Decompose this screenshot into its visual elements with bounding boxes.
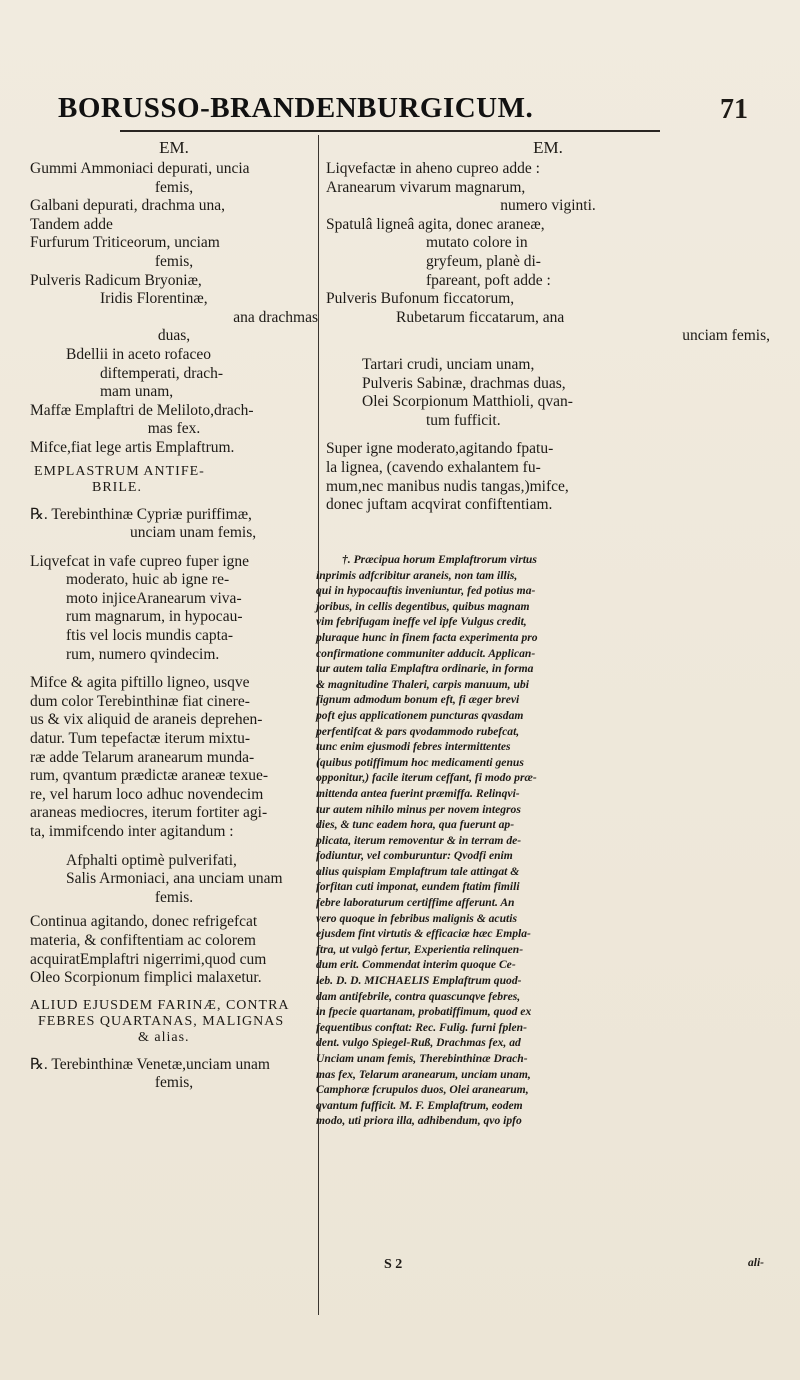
text-line: Tartari crudi, unciam unam, — [362, 355, 535, 373]
text-line: Tandem adde — [30, 215, 113, 233]
text-line: Bdellii in aceto rofaceo — [66, 345, 212, 363]
text-line: Pulveris Bufonum ficcatorum, — [326, 290, 515, 308]
text-line: rum, numero qvindecim. — [66, 645, 220, 663]
footnote-line: in fpecie quartanam, probatiffimum, quod ex — [316, 1005, 532, 1019]
text-line: unciam femis, — [682, 327, 770, 345]
text-line: Pulveris Radicum Bryoniæ, — [30, 271, 202, 289]
footnote-line: mittenda antea fuerint præmiffa. Relinqvi- — [316, 786, 520, 800]
text-line: mutato colore in — [426, 234, 528, 252]
footnote-line: qui in hypocauftis inveniuntur, fed potius ma- — [316, 584, 536, 598]
text-line: Continua agitando, donec refrigefcat — [30, 913, 258, 931]
text-line: us & vix aliquid de araneis deprehen- — [30, 711, 263, 729]
footnote-line: dies, & tunc eadem hora, qua fuerunt ap- — [316, 818, 515, 832]
text-line: numero viginti. — [500, 197, 596, 215]
footnote-line: qvantum fufficit. M. F. Emplaftrum, eodem — [316, 1098, 523, 1112]
text-line: fpareant, poft adde : — [426, 271, 551, 289]
text-line: Mifce,fiat lege artis Emplaftrum. — [30, 438, 235, 456]
footnote-line: & magnitudine Thaleri, carpis manuum, ubi — [316, 677, 529, 691]
signature-mark: S 2 — [384, 1257, 403, 1272]
right-column — [326, 138, 770, 515]
text-line: unciam unam femis, — [130, 524, 257, 542]
left-column — [30, 138, 318, 1093]
text-line: donec juftam acqvirat confiftentiam. — [326, 496, 553, 514]
text-line: materia, & confiftentiam ac colorem — [30, 931, 256, 949]
left-heading: EM. — [159, 138, 189, 157]
footnote-line: mas fex, Telarum aranearum, unciam unam, — [316, 1067, 531, 1081]
footnote-line: modo, uti priora illa, adhibendum, qvo ipfo — [316, 1114, 522, 1128]
footnote-line: febre laboraturum certiffime afferunt. An — [316, 896, 515, 910]
text-line: rum magnarum, in hypocau- — [66, 608, 243, 626]
footnote-lines — [316, 552, 772, 1129]
footnote-line: perfentifcat & pars qvodammodo rubefcat, — [316, 724, 520, 738]
text-line: femis. — [154, 888, 194, 906]
right-heading: EM. — [533, 138, 563, 157]
text-line: Super igne moderato,agitando fpatu- — [326, 440, 554, 458]
page-number: 71 — [720, 94, 748, 125]
left-block-c — [30, 553, 318, 665]
footnote-line: poft ejus applicationem puncturas qvasdam — [316, 708, 524, 722]
text-line: Afphalti optimè pulverifati, — [66, 851, 237, 869]
text-line: mum,nec manibus nudis tangas,)mifce, — [326, 477, 569, 495]
text-line: araneas mediocres, iterum fortiter agi- — [30, 804, 268, 822]
left-block-a — [30, 160, 318, 458]
text-line: rum, qvantum prædictæ araneæ texue- — [30, 767, 269, 785]
right-block-b — [326, 356, 770, 430]
footnote-line: alius quispiam Emplaftrum tale attingat & — [316, 864, 520, 878]
footnote-line: Camphoræ fcrupulos duos, Olei aranearum, — [316, 1083, 529, 1097]
text-line: Rubetarum ficcatarum, ana — [396, 308, 565, 326]
footnote-line: vim febrifugam ineffe vel ipfe Vulgus credit, — [316, 615, 527, 629]
text-line: re, vel harum loco adhuc novendecim — [30, 785, 264, 803]
footnote-line: Unciam unam femis, Therebinthinæ Drach- — [316, 1052, 528, 1065]
text-line: la lignea, (cavendo exhalantem fu- — [326, 458, 541, 476]
text-line: ræ adde Telarum aranearum munda- — [30, 748, 255, 766]
text-line: Aranearum vivarum magnarum, — [326, 178, 526, 196]
text-line: ftis vel locis mundis capta- — [66, 627, 234, 645]
text-line: gryfeum, planè di- — [426, 252, 541, 270]
text-line: Oleo Scorpionum fimplici malaxetur. — [30, 969, 262, 987]
left-block-b — [30, 506, 318, 543]
text-line: Iridis Florentinæ, — [100, 290, 208, 308]
left-block-g — [30, 1056, 318, 1093]
footnote-line: ftra, ut vulgò fertur, Experientia relinquen- — [316, 942, 524, 956]
text-line: ℞. Terebinthinæ Venetæ,unciam unam — [30, 1055, 270, 1073]
footnote — [316, 552, 772, 1129]
text-line: mam unam, — [100, 383, 174, 401]
text-line: Liqvefactæ in aheno cupreo adde : — [326, 160, 540, 177]
text-line: diftemperati, drach- — [100, 364, 224, 382]
text-line: duas, — [157, 327, 191, 345]
footnote-line: ejusdem fint virtutis & efficaciæ hæc Empla- — [316, 927, 531, 941]
footnote-line: dam antifebrile, contra quascunqve febres, — [316, 989, 521, 1003]
footnote-line: fequentibus conftat: Rec. Fulig. furni fplen- — [316, 1020, 527, 1034]
text-line: ta, immifcendo inter agitandum : — [30, 823, 234, 840]
footnote-line: plicata, iterum removentur & in terram de- — [316, 833, 522, 847]
footnote-line: confirmatione communiter adducit. Applican- — [316, 646, 536, 660]
text-line: Gummi Ammoniaci depurati, uncia — [30, 160, 250, 177]
footnote-line: fignum admodum bonum eft, fi æger brevi — [316, 693, 520, 707]
footnote-line: opponitur,) facile iterum ceffant, fi modo præ- — [316, 771, 537, 785]
footnote-line: forfitan cuti imponat, eundem ftatim fimili — [316, 880, 520, 894]
right-block-c — [326, 440, 770, 514]
footnote-line: fodiuntur, vel comburuntur: Qvodfi enim — [316, 849, 513, 863]
section-title-emplastrum: EMPLASTRUM ANTIFE- BRILE. — [34, 463, 205, 495]
left-block-e — [30, 852, 318, 908]
section-title-aliud: ALIUD EJUSDEM FARINÆ, CONTRA FEBRES QUARTANAS, MALIGNAS & alias. — [30, 997, 290, 1045]
footnote-line: (quibus potiffimum hoc medicamenti genus — [316, 755, 524, 769]
footnote-line: leb. D. D. MICHAELIS Emplaftrum quod- — [316, 974, 522, 988]
text-line: ℞. Terebinthinæ Cypriæ puriffimæ, — [30, 505, 252, 523]
text-line: femis, — [154, 252, 194, 270]
text-line: Galbani depurati, drachma una, — [30, 197, 225, 215]
left-block-f — [30, 913, 318, 987]
left-block-d — [30, 674, 318, 841]
footnote-line: inprimis adfcribitur araneis, non tam illis, — [316, 568, 518, 582]
footnote-line: tur autem talia Emplaftra ordinarie, in forma — [316, 662, 534, 676]
text-line: Furfurum Triticeorum, unciam — [30, 234, 220, 252]
right-block-a — [326, 160, 770, 346]
text-line: acquiratEmplaftri nigerrimi,quod cum — [30, 950, 267, 968]
text-line: datur. Tum tepefactæ iterum mixtu- — [30, 730, 250, 748]
footnote-line: dent. vulgo Spiegel-Ruß, Drachmas fex, ad — [316, 1036, 521, 1050]
running-title: BORUSSO-BRANDENBURGICUM. — [58, 92, 534, 124]
header-rule — [120, 130, 660, 132]
text-line: ana drachmas — [233, 308, 318, 326]
footnote-line: joribus, in cellis degentibus, quibus magnam — [316, 599, 530, 613]
footnote-line: tur autem nihilo minus per novem integros — [316, 802, 521, 816]
text-line: Pulveris Sabinæ, drachmas duas, — [362, 374, 566, 392]
text-line: femis, — [154, 178, 194, 196]
text-line: moto injiceAranearum viva- — [66, 589, 242, 607]
text-line: Mifce & agita piftillo ligneo, usqve — [30, 674, 250, 692]
text-line: dum color Terebinthinæ fiat cinere- — [30, 692, 250, 710]
text-line: Spatulâ ligneâ agita, donec araneæ, — [326, 215, 545, 233]
footnote-line: pluraque hunc in finem facta experimenta pro — [316, 630, 538, 644]
catchword: ali- — [748, 1257, 764, 1269]
running-header — [58, 92, 748, 132]
footnote-line: tunc enim ejusmodi febres intermittentes — [316, 740, 511, 754]
text-line: tum fufficit. — [426, 411, 501, 429]
text-line: Olei Scorpionum Matthioli, qvan- — [362, 393, 573, 411]
text-line: Maffæ Emplaftri de Meliloto,drach- — [30, 401, 254, 419]
footnote-line: vero quoque in febribus malignis & acutis — [316, 911, 517, 925]
footnote-line: dum erit. Commendat interim quoque Ce- — [316, 958, 516, 972]
text-line: Liqvefcat in vafe cupreo fuper igne — [30, 552, 250, 570]
text-line: mas fex. — [147, 420, 201, 438]
text-line: femis, — [154, 1074, 194, 1092]
footnote-line: †. Præcipua horum Emplaftrorum virtus — [342, 553, 537, 566]
text-line: moderato, huic ab igne re- — [66, 571, 230, 589]
text-line: Salis Armoniaci, ana unciam unam — [66, 870, 283, 888]
